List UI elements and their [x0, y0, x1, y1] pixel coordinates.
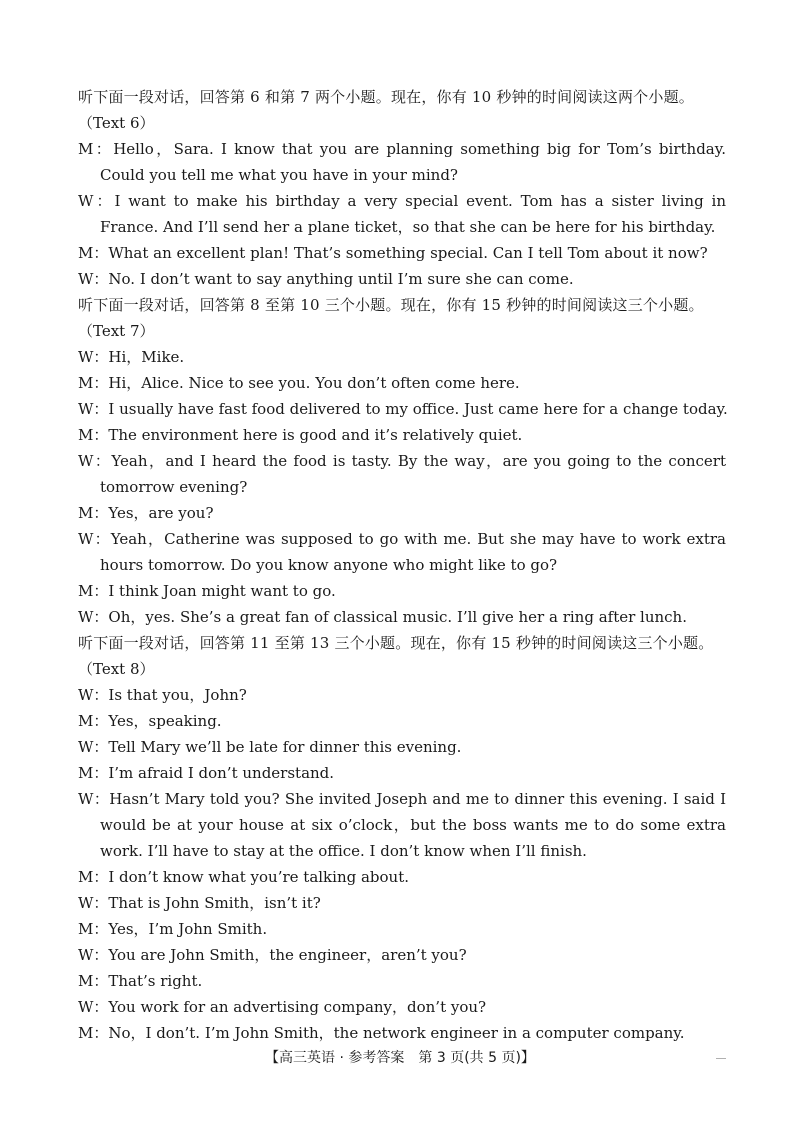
- dialogue-line: W：You work for an advertising company，don’t you?: [78, 998, 487, 1016]
- dialogue-line: W：I usually have fast food delivered to my office. Just came here for a change today.: [78, 400, 728, 418]
- dialogue-line: W：No. I don’t want to say anything until I’m sure she can come.: [78, 270, 574, 288]
- dialogue-line: W：That is John Smith，isn’t it?: [78, 894, 321, 912]
- text-heading: （Text 7）: [78, 322, 155, 340]
- dialogue-line: M：I don’t know what you’re talking about.: [78, 868, 410, 886]
- dialogue-line: M：Yes，I’m John Smith.: [78, 920, 268, 938]
- dialogue-line: W：Is that you，John?: [78, 686, 247, 704]
- section-instruction: 听下面一段对话，回答第 8 至第 10 三个小题。现在，你有 15 秒钟的时间阅读这三个小题。: [78, 296, 704, 314]
- dialogue-line: W：I want to make his birthday a very special event. Tom has a sister living in France. And I’ll send her a plane ticket，so that she can be here for his birthday.: [78, 192, 726, 236]
- dialogue-line: W：Hi，Mike.: [78, 348, 185, 366]
- dialogue-line: M：I think Joan might want to go.: [78, 582, 336, 600]
- dialogue-line: M：Yes，are you?: [78, 504, 214, 522]
- dialogue-line: M：The environment here is good and it’s relatively quiet.: [78, 426, 523, 444]
- dialogue-line: W：You are John Smith，the engineer，aren’t you?: [78, 946, 467, 964]
- document-body: [78, 84, 726, 1046]
- dialogue-line: W：Hasn’t Mary told you? She invited Joseph and me to dinner this evening. I said I would be at your house at six o’clock，but the boss wants me to do some extra work. I’ll have to stay at the office. I don’t know when I’ll finish.: [78, 790, 726, 860]
- page-footer: 【高三英语 · 参考答案 第 3 页(共 5 页)】: [265, 1050, 535, 1066]
- dialogue-line: M：I’m afraid I don’t understand.: [78, 764, 335, 782]
- dialogue-line: M：Hello，Sara. I know that you are planning something big for Tom’s birthday. Could you tell me what you have in your mind?: [78, 140, 726, 184]
- dialogue-line: M：Yes，speaking.: [78, 712, 222, 730]
- corner-mark: [716, 1058, 726, 1059]
- dialogue-line: W：Tell Mary we’ll be late for dinner this evening.: [78, 738, 462, 756]
- dialogue-line: M：What an excellent plan! That’s something special. Can I tell Tom about it now?: [78, 244, 708, 262]
- text-heading: （Text 8）: [78, 660, 155, 678]
- dialogue-line: M：Hi，Alice. Nice to see you. You don’t often come here.: [78, 374, 520, 392]
- section-instruction: 听下面一段对话，回答第 6 和第 7 两个小题。现在，你有 10 秒钟的时间阅读这两个小题。: [78, 88, 694, 106]
- dialogue-line: W：Yeah，and I heard the food is tasty. By the way，are you going to the concert tomorrow evening?: [78, 452, 726, 496]
- dialogue-line: W：Oh，yes. She’s a great fan of classical music. I’ll give her a ring after lunch.: [78, 608, 687, 626]
- section-instruction: 听下面一段对话，回答第 11 至第 13 三个小题。现在，你有 15 秒钟的时间阅读这三个小题。: [78, 634, 714, 652]
- text-heading: （Text 6）: [78, 114, 155, 132]
- dialogue-line: M：That’s right.: [78, 972, 203, 990]
- dialogue-line: M：No，I don’t. I’m John Smith，the network engineer in a computer company.: [78, 1024, 685, 1042]
- dialogue-line: W：Yeah，Catherine was supposed to go with me. But she may have to work extra hours tomorrow. Do you know anyone who might like to go?: [78, 530, 726, 574]
